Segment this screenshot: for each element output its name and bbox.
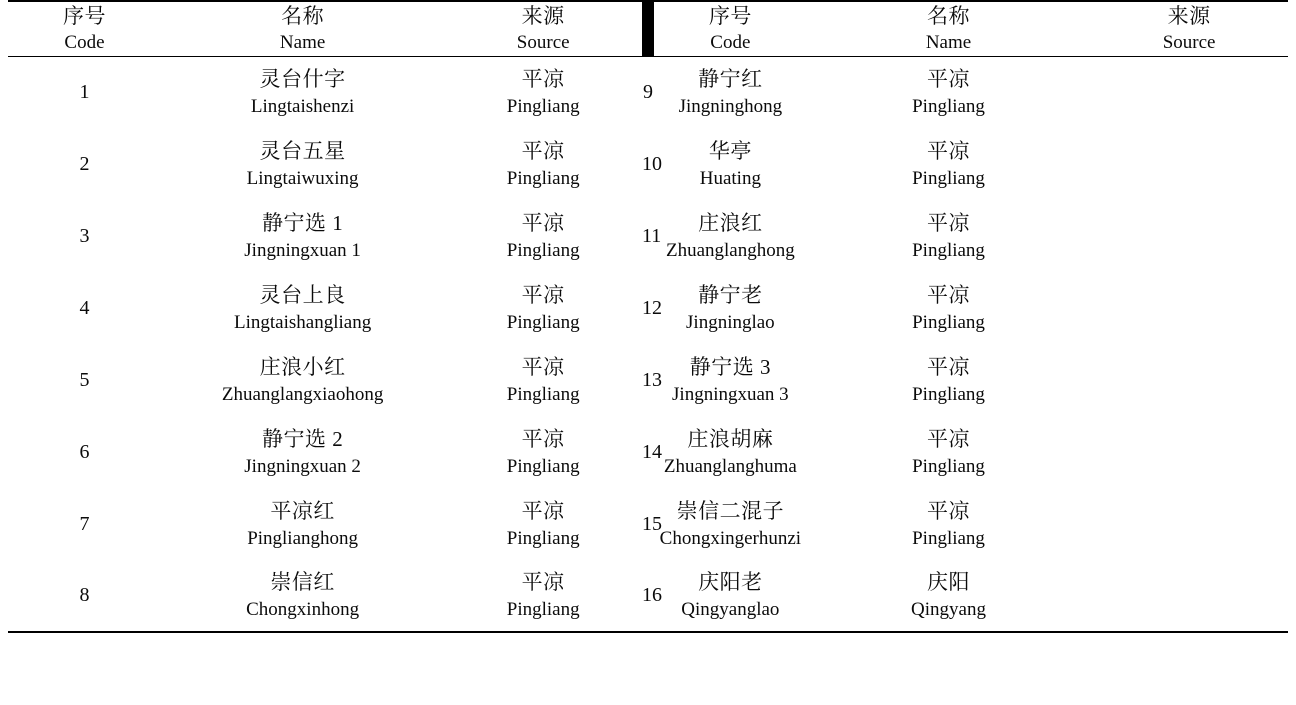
cell-code-right: 9 xyxy=(642,80,653,103)
cell-name-left xyxy=(161,200,444,272)
cell-name-left xyxy=(161,272,444,344)
cell-source-left-cn: 平凉 xyxy=(521,426,565,451)
cell-source-right-en: Pingliang xyxy=(912,167,985,189)
table-row xyxy=(8,560,1288,632)
cell-code-right: 14 xyxy=(642,440,663,463)
cell-name-left xyxy=(161,56,444,128)
cell-name-right xyxy=(654,200,807,272)
cell-name-left-cn: 灵台什字 xyxy=(259,67,346,92)
cell-source-left xyxy=(444,272,642,344)
header-name-right-en: Name xyxy=(925,32,972,54)
cell-name-left xyxy=(161,416,444,488)
table-row xyxy=(8,488,1288,560)
header-code-left-en: Code xyxy=(64,32,105,54)
cell-name-right xyxy=(654,272,807,344)
cell-name-right xyxy=(654,488,807,560)
table-row xyxy=(8,56,1288,128)
cell-name-left-en: Lingtaishangliang xyxy=(234,311,372,333)
cell-name-right xyxy=(654,128,807,200)
cell-name-right-cn: 崇信二混子 xyxy=(676,498,785,523)
header-name-left-en: Name xyxy=(279,32,326,54)
header-source-right-cn: 来源 xyxy=(1167,4,1211,28)
cell-code-right: 10 xyxy=(642,152,663,175)
cell-source-left-cn: 平凉 xyxy=(521,138,565,163)
cell-source-right xyxy=(807,344,1090,416)
cell-name-right-cn: 庄浪胡麻 xyxy=(687,426,774,451)
cell-name-right-cn: 庄浪红 xyxy=(698,210,763,235)
cell-source-left-en: Pingliang xyxy=(506,527,580,549)
cell-source-right-en: Qingyang xyxy=(911,599,986,621)
table-body xyxy=(8,56,1288,632)
header-row xyxy=(8,1,1288,56)
table-row xyxy=(8,416,1288,488)
cell-source-right xyxy=(807,56,1090,128)
header-source-right xyxy=(1090,1,1288,56)
header-code-left xyxy=(8,1,161,56)
cell-source-right xyxy=(807,416,1090,488)
header-source-left-cn: 来源 xyxy=(521,4,565,28)
cell-source-right xyxy=(807,272,1090,344)
cell-name-right xyxy=(654,416,807,488)
cell-source-left-cn: 平凉 xyxy=(521,498,565,523)
cell-name-left-cn: 崇信红 xyxy=(270,570,335,595)
table-row xyxy=(8,128,1288,200)
cell-name-left xyxy=(161,560,444,632)
cell-name-left-en: Lingtaiwuxing xyxy=(246,167,359,189)
cell-source-right xyxy=(807,488,1090,560)
cell-code-left: 8 xyxy=(79,584,90,607)
cell-code-left: 3 xyxy=(79,224,90,247)
cell-source-right-cn: 平凉 xyxy=(927,354,971,379)
cell-source-left xyxy=(444,560,642,632)
cell-name-right-cn: 静宁红 xyxy=(698,67,763,92)
cell-name-right-en: Chongxingerhunzi xyxy=(659,527,802,549)
column-divider xyxy=(642,1,654,56)
cell-name-right-en: Huating xyxy=(699,167,761,189)
cell-source-left-en: Pingliang xyxy=(506,167,580,189)
cell-name-right-en: Qingyanglao xyxy=(681,599,780,621)
cell-source-right xyxy=(807,560,1090,632)
header-code-right-cn: 序号 xyxy=(708,4,752,28)
cell-name-right-en: Zhuanglanghuma xyxy=(663,455,797,477)
cell-code-left: 5 xyxy=(79,368,90,391)
table-header xyxy=(8,1,1288,56)
cell-name-right-en: Jingningxuan 3 xyxy=(672,383,789,405)
cell-name-left xyxy=(161,128,444,200)
cell-source-left-cn: 平凉 xyxy=(521,570,565,595)
cell-source-left xyxy=(444,344,642,416)
cell-source-right-cn: 平凉 xyxy=(927,498,971,523)
cell-source-left-en: Pingliang xyxy=(506,455,580,477)
header-code-right-en: Code xyxy=(710,32,751,54)
cell-code-right: 11 xyxy=(642,224,662,247)
cell-name-left-cn: 静宁选 2 xyxy=(261,426,344,451)
cell-source-left-en: Pingliang xyxy=(506,96,580,118)
cell-name-right xyxy=(654,56,807,128)
cell-source-right-en: Pingliang xyxy=(912,96,985,118)
cell-source-left-en: Pingliang xyxy=(506,383,580,405)
cell-name-left xyxy=(161,488,444,560)
cell-name-right-en: Jingninghong xyxy=(678,96,783,118)
cell-source-right-cn: 平凉 xyxy=(927,282,971,307)
cell-source-left-cn: 平凉 xyxy=(521,210,565,235)
accession-table xyxy=(8,0,1288,633)
cell-code-left: 6 xyxy=(79,440,90,463)
cell-source-left xyxy=(444,200,642,272)
cell-source-left-en: Pingliang xyxy=(506,599,580,621)
cell-name-right-en: Jingninglao xyxy=(686,311,775,333)
cell-source-right-cn: 平凉 xyxy=(927,426,971,451)
cell-source-right xyxy=(807,200,1090,272)
cell-source-left xyxy=(444,416,642,488)
cell-code-left: 1 xyxy=(79,80,90,103)
header-name-left-cn: 名称 xyxy=(281,4,325,28)
cell-name-left-cn: 静宁选 1 xyxy=(261,210,344,235)
header-name-right-cn: 名称 xyxy=(927,4,971,28)
cell-name-left-en: Lingtaishenzi xyxy=(250,96,355,118)
cell-source-left-cn: 平凉 xyxy=(521,67,565,92)
cell-source-left-en: Pingliang xyxy=(506,239,580,261)
cell-source-right-en: Pingliang xyxy=(912,239,985,261)
cell-name-left xyxy=(161,344,444,416)
cell-name-left-cn: 平凉红 xyxy=(270,498,335,523)
cell-code-left: 2 xyxy=(79,152,90,175)
cell-source-right-en: Pingliang xyxy=(912,311,985,333)
table-row xyxy=(8,272,1288,344)
cell-name-left-en: Jingningxuan 2 xyxy=(244,455,361,477)
cell-code-right: 13 xyxy=(642,368,663,391)
cell-source-left xyxy=(444,488,642,560)
cell-name-left-en: Pinglianghong xyxy=(247,527,359,549)
cell-name-right xyxy=(654,560,807,632)
cell-name-right-en: Zhuanglanghong xyxy=(665,239,795,261)
cell-name-right-cn: 华亭 xyxy=(708,138,752,163)
header-source-left-en: Source xyxy=(516,32,570,54)
cell-code-left: 4 xyxy=(79,296,90,319)
cell-source-right-en: Pingliang xyxy=(912,527,985,549)
header-name-left xyxy=(161,1,444,56)
cell-code-right: 15 xyxy=(642,512,663,535)
cell-source-left xyxy=(444,56,642,128)
cell-source-left-cn: 平凉 xyxy=(521,282,565,307)
cell-name-right-cn: 庆阳老 xyxy=(698,570,763,595)
cell-name-left-cn: 庄浪小红 xyxy=(259,354,346,379)
cell-source-right-en: Pingliang xyxy=(912,383,985,405)
cell-name-right xyxy=(654,344,807,416)
cell-source-right xyxy=(807,128,1090,200)
header-code-left-cn: 序号 xyxy=(62,4,106,28)
cell-source-left-en: Pingliang xyxy=(506,311,580,333)
cell-name-right-cn: 静宁选 3 xyxy=(689,354,771,379)
cell-source-right-cn: 平凉 xyxy=(927,67,971,92)
cell-name-left-cn: 灵台五星 xyxy=(259,138,346,163)
cell-source-left-cn: 平凉 xyxy=(521,354,565,379)
header-code-right xyxy=(654,1,807,56)
cell-code-left: 7 xyxy=(79,512,90,535)
cell-name-left-cn: 灵台上良 xyxy=(259,282,346,307)
cell-source-right-cn: 庆阳 xyxy=(927,570,971,595)
header-source-right-en: Source xyxy=(1162,32,1216,54)
table-row xyxy=(8,344,1288,416)
table-row xyxy=(8,200,1288,272)
cell-name-left-en: Zhuanglangxiaohong xyxy=(221,383,384,405)
cell-name-left-en: Chongxinhong xyxy=(246,599,360,621)
header-source-left xyxy=(444,1,642,56)
cell-source-right-cn: 平凉 xyxy=(927,138,971,163)
cell-source-right-en: Pingliang xyxy=(912,455,985,477)
cell-name-right-cn: 静宁老 xyxy=(698,282,763,307)
cell-source-right-cn: 平凉 xyxy=(927,210,971,235)
cell-source-left xyxy=(444,128,642,200)
cell-code-right: 16 xyxy=(642,584,663,607)
header-name-right xyxy=(807,1,1090,56)
cell-code-right: 12 xyxy=(642,296,663,319)
cell-name-left-en: Jingningxuan 1 xyxy=(244,239,361,261)
